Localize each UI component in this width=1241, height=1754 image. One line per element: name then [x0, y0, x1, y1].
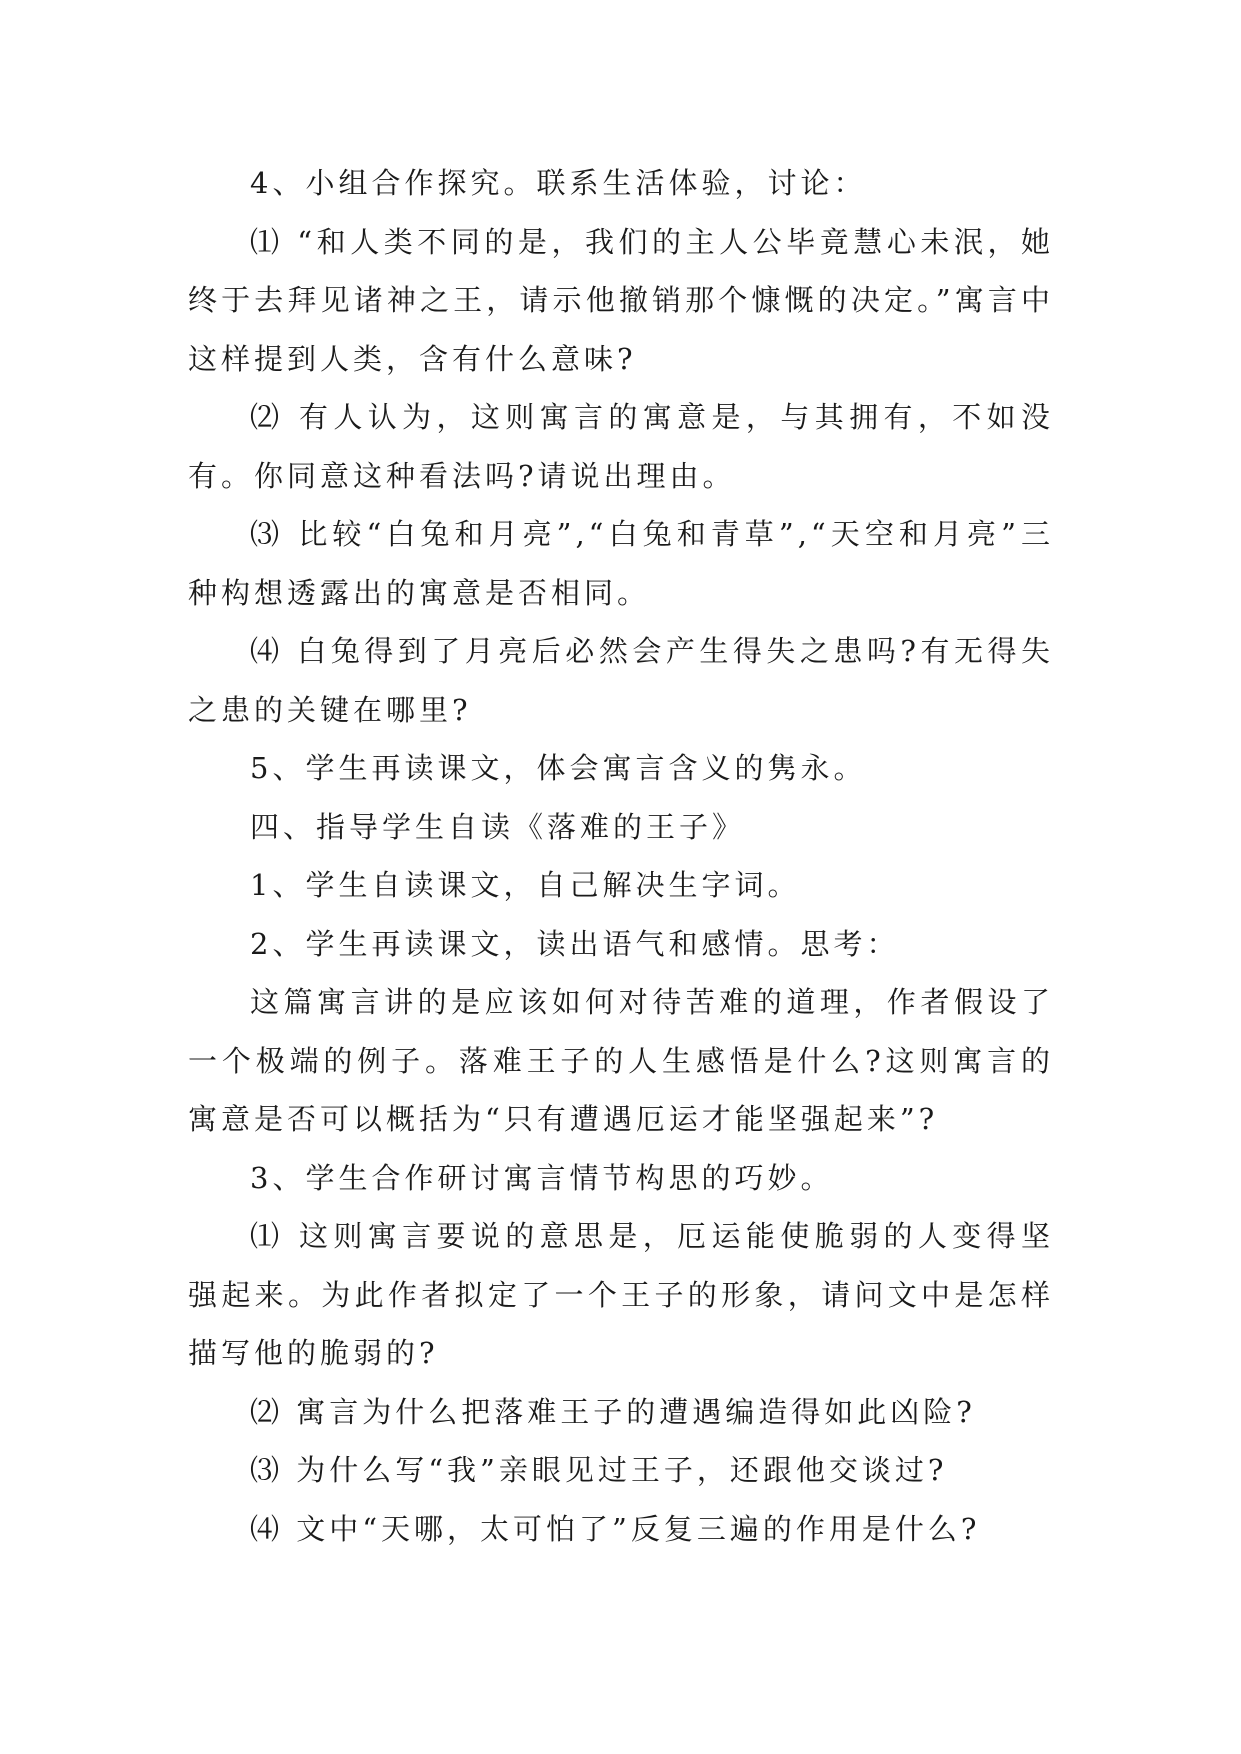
document-body [188, 154, 1054, 1558]
paragraph-question-4: ⑷ 白兔得到了月亮后必然会产生得失之患吗?有无得失之患的关键在哪里? [188, 634, 1054, 727]
paragraph-substep-1: 1、学生自读课文，自己解决生字词。 [250, 868, 801, 902]
paragraph-step-5: 5、学生再读课文，体会寓言含义的隽永。 [250, 751, 867, 785]
section-heading-4: 四、指导学生自读《落难的王子》 [250, 809, 746, 844]
paragraph-think-prompt: 这篇寓言讲的是应该如何对待苦难的道理，作者假设了一个极端的例子。落难王子的人生感悟是什么?这则寓言的寓意是否可以概括为“只有遭遇厄运才能坚强起来”? [188, 985, 1054, 1136]
paragraph-analysis-4: ⑷ 文中“天哪，太可怕了”反复三遍的作用是什么? [250, 1511, 981, 1546]
paragraph-step-4: 4、小组合作探究。联系生活体验，讨论： [250, 166, 867, 200]
paragraph-analysis-2: ⑵ 寓言为什么把落难王子的遭遇编造得如此凶险? [250, 1394, 976, 1429]
paragraph-analysis-3: ⑶ 为什么写“我”亲眼见过王子，还跟他交谈过? [250, 1453, 948, 1487]
paragraph-question-1: ⑴ “和人类不同的是，我们的主人公毕竟慧心未泯，她终于去拜见诸神之王，请示他撤销那个慷慨的决定。”寓言中这样提到人类，含有什么意味? [188, 224, 1054, 376]
paragraph-analysis-1: ⑴ 这则寓言要说的意思是，厄运能使脆弱的人变得坚强起来。为此作者拟定了一个王子的形象，请问文中是怎样描写他的脆弱的? [188, 1219, 1054, 1370]
paragraph-substep-2: 2、学生再读课文，读出语气和感情。思考： [250, 926, 900, 961]
paragraph-question-3: ⑶ 比较“白兔和月亮”,“白兔和青草”,“天空和月亮”三种构想透露出的寓意是否相同。 [188, 517, 1054, 610]
paragraph-question-2: ⑵ 有人认为，这则寓言的寓意是，与其拥有，不如没有。你同意这种看法吗?请说出理由。 [188, 400, 1054, 493]
paragraph-substep-3: 3、学生合作研讨寓言情节构思的巧妙。 [250, 1160, 834, 1195]
